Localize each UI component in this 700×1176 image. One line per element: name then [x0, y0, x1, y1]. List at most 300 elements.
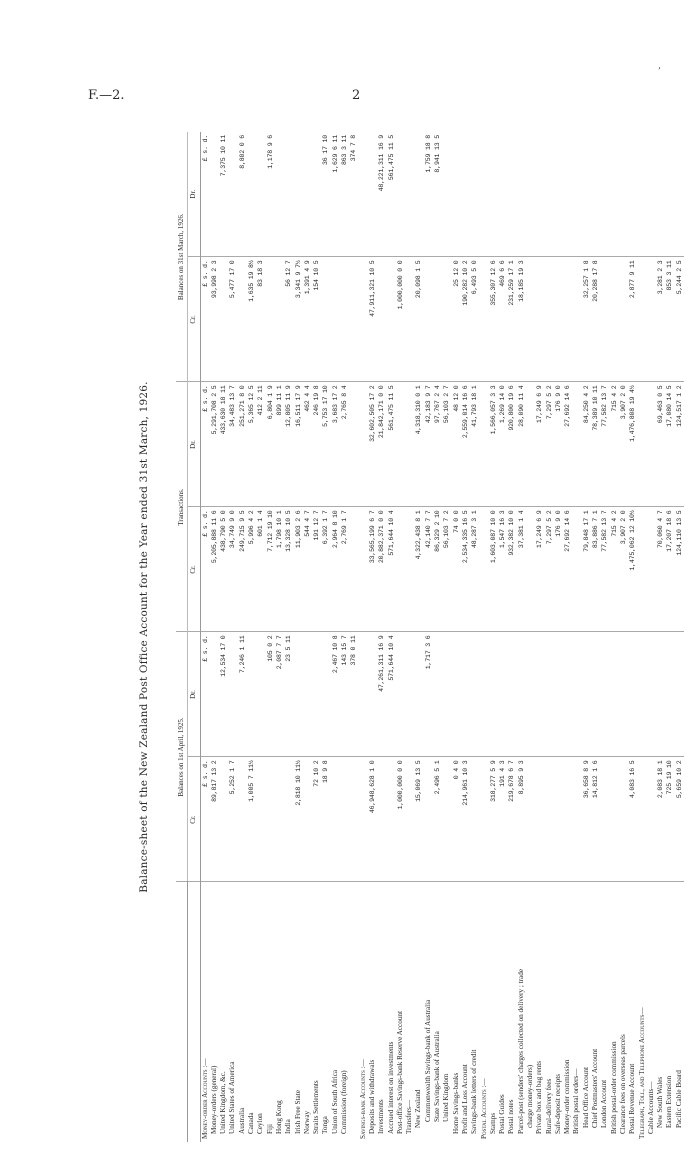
amount-cell: [349, 382, 358, 507]
amount-cell: 544 4 7: [303, 507, 312, 632]
amount-cell: [554, 132, 563, 257]
amount-cell: [638, 757, 647, 882]
amount-cell: [349, 757, 358, 882]
amount-cell: [526, 632, 535, 757]
amount-cell: [256, 632, 265, 757]
amount-cell: [600, 632, 609, 757]
amount-cell: [470, 132, 479, 257]
table-row: [340, 132, 349, 1142]
amount-cell: [470, 757, 479, 882]
amount-cell: [452, 132, 461, 257]
row-label: Ceylon: [256, 1113, 265, 1134]
amount-cell: [312, 632, 321, 757]
amount-cell: 318,277 5 9: [489, 757, 498, 882]
amount-cell: 18,185 19 3: [517, 257, 526, 382]
amount-cell: [359, 382, 368, 507]
amount-cell: [572, 757, 581, 882]
amount-cell: 561,475 11 5: [387, 382, 396, 507]
amount-cell: 97,767 2 4: [433, 382, 442, 507]
amount-cell: [545, 757, 554, 882]
table-row: [405, 132, 414, 1142]
amount-cell: [628, 132, 637, 257]
amount-cell: [600, 132, 609, 257]
amount-cell: [526, 132, 535, 257]
amount-cell: 20,882,371 0 0: [377, 507, 386, 632]
amount-cell: [303, 757, 312, 882]
opening-dr-header: Dr.: [188, 632, 200, 757]
amount-cell: 378 0 11: [349, 632, 358, 757]
row-label: Eastern Extension: [665, 1075, 674, 1128]
amount-cell: [526, 507, 535, 632]
amount-cell: [294, 632, 303, 757]
row-label: Rural-delivery fees: [544, 1078, 553, 1134]
amount-cell: [675, 132, 684, 257]
amount-cell: [368, 132, 377, 257]
row-label: Irish Free State: [293, 1090, 302, 1134]
table-row: [228, 132, 237, 1142]
amount-cell: 84,250 4 2: [582, 382, 591, 507]
table-row: [535, 132, 544, 1142]
amount-cell: [647, 757, 656, 882]
amount-cell: 27,692 14 6: [563, 382, 572, 507]
amount-cell: 190,282 10 2: [461, 257, 470, 382]
table-row: [284, 132, 293, 1142]
table-row: [489, 132, 498, 1142]
row-label: Postal Accounts :—: [479, 1078, 488, 1139]
table-row: [359, 132, 368, 1142]
amount-cell: 27,692 14 6: [563, 507, 572, 632]
amount-cell: 70,060 4 7: [656, 507, 665, 632]
amount-cell: 16,511 17 9: [294, 382, 303, 507]
amount-cell: 143 15 7: [340, 632, 349, 757]
amount-cell: [442, 257, 451, 382]
amount-cell: 601 1 4: [256, 507, 265, 632]
table-row: [331, 132, 340, 1142]
table-body: [200, 132, 684, 1142]
amount-cell: 899 11 1: [275, 382, 284, 507]
amount-cell: 0 4 0: [452, 757, 461, 882]
amount-cell: [572, 632, 581, 757]
row-label: Accrued interest on investments: [386, 1041, 395, 1134]
amount-cell: 561,475 11 5: [387, 132, 396, 257]
amount-cell: [368, 632, 377, 757]
amount-cell: [321, 632, 330, 757]
amount-cell: [480, 132, 489, 257]
table-row: [442, 132, 451, 1142]
amount-cell: [303, 632, 312, 757]
amount-cell: [461, 132, 470, 257]
table-row: [563, 132, 572, 1142]
row-label: Money-orders (general): [209, 1065, 218, 1134]
table-row: [275, 132, 284, 1142]
amount-cell: 36,658 8 9: [582, 757, 591, 882]
amount-cell: [228, 132, 237, 257]
amount-cell: 251,271 8 0: [238, 382, 247, 507]
amount-cell: 715 4 2: [610, 382, 619, 507]
amount-cell: 2,534,335 16 5: [461, 507, 470, 632]
amount-cell: 3,683 17 2: [331, 382, 340, 507]
amount-cell: 28,090 11 4: [517, 382, 526, 507]
amount-cell: [275, 757, 284, 882]
table-row: [638, 132, 647, 1142]
amount-cell: [619, 132, 628, 257]
amount-cell: [665, 132, 674, 257]
amount-cell: 6,392 1 7: [321, 507, 330, 632]
amount-cell: 1,798 10 1: [275, 507, 284, 632]
amount-cell: 7,375 10 11: [219, 132, 228, 257]
row-label: Straits Settlements: [312, 1080, 321, 1134]
amount-cell: [387, 757, 396, 882]
row-label: Deposits and withdrawals: [367, 1059, 376, 1134]
row-label: Profit and Loss Account: [460, 1064, 469, 1134]
label-subheader: [188, 882, 200, 1142]
table-row: [387, 132, 396, 1142]
amount-cell: 462 4 4: [303, 382, 312, 507]
amount-cell: [396, 382, 405, 507]
amount-cell: 249,715 9 5: [238, 507, 247, 632]
amount-cell: [647, 507, 656, 632]
amount-cell: [489, 132, 498, 257]
amount-cell: 89,817 13 2: [210, 757, 219, 882]
amount-cell: [554, 757, 563, 882]
table-row: [675, 132, 684, 1142]
amount-cell: 34,749 9 0: [228, 507, 237, 632]
amount-cell: 1,178 9 6: [266, 132, 275, 257]
amount-cell: [247, 132, 256, 257]
amount-cell: 920,800 19 6: [507, 382, 516, 507]
amount-cell: £ s. d.: [200, 632, 210, 757]
amount-cell: 2,818 10 11½: [294, 757, 303, 882]
closing-balances-header: Balances on 31st March, 1926.: [176, 132, 188, 382]
amount-cell: 1,000,000 0 0: [396, 257, 405, 382]
amount-cell: 191 4 3: [498, 757, 507, 882]
amount-cell: 32,257 1 8: [582, 257, 591, 382]
amount-cell: £ s. d.: [200, 132, 210, 257]
amount-cell: [656, 132, 665, 257]
table-row: [591, 132, 600, 1142]
amount-cell: 17,249 6 9: [535, 382, 544, 507]
table-row: [266, 132, 275, 1142]
amount-cell: [480, 382, 489, 507]
amount-cell: [340, 757, 349, 882]
amount-cell: 15,069 13 5: [414, 757, 423, 882]
amount-cell: [284, 132, 293, 257]
amount-cell: [480, 757, 489, 882]
row-label: Home Savings-banks: [451, 1072, 460, 1134]
amount-cell: [331, 257, 340, 382]
table-row: [433, 132, 442, 1142]
amount-cell: 20,098 1 5: [414, 257, 423, 382]
amount-cell: 41,793 18 1: [470, 382, 479, 507]
amount-cell: [349, 257, 358, 382]
amount-cell: 5,252 1 7: [228, 757, 237, 882]
amount-cell: 5,477 17 0: [228, 257, 237, 382]
amount-cell: [563, 757, 572, 882]
amount-cell: [359, 257, 368, 382]
amount-cell: 17,080 14 5: [665, 382, 674, 507]
amount-cell: 93,998 2 3: [210, 257, 219, 382]
amount-cell: [498, 132, 507, 257]
row-label: United Kingdom: [442, 1073, 451, 1122]
amount-cell: [256, 757, 265, 882]
amount-cell: 3,341 9 7½: [294, 257, 303, 382]
amount-cell: 74 0 0: [452, 507, 461, 632]
amount-cell: 34,483 13 7: [228, 382, 237, 507]
amount-cell: [312, 132, 321, 257]
table-row: [452, 132, 461, 1142]
table-row: [461, 132, 470, 1142]
amount-cell: [433, 632, 442, 757]
amount-cell: [489, 632, 498, 757]
balance-table: [176, 132, 684, 1142]
amount-cell: 46,948,628 1 0: [368, 757, 377, 882]
row-label: Money-order Accounts :—: [200, 1058, 209, 1139]
amount-cell: [647, 632, 656, 757]
amount-cell: 1,547 16 3: [498, 507, 507, 632]
closing-cr-header: Cr.: [188, 257, 200, 382]
amount-cell: [517, 632, 526, 757]
amount-cell: 20,288 17 8: [591, 257, 600, 382]
amount-cell: 246 19 8: [312, 382, 321, 507]
amount-cell: 2,559,014 16 6: [461, 382, 470, 507]
amount-cell: 2,769 1 7: [340, 507, 349, 632]
amount-cell: 2,087 7 7: [275, 632, 284, 757]
amount-cell: 3,281 2 3: [656, 257, 665, 382]
row-label: Transfers—: [405, 1099, 414, 1134]
amount-cell: 932,382 10 0: [507, 507, 516, 632]
amount-cell: 47,261,311 16 9: [377, 632, 386, 757]
amount-cell: 5,996 4 2: [247, 507, 256, 632]
amount-cell: [405, 382, 414, 507]
row-label: charge money-orders): [525, 1064, 534, 1128]
row-label: Postal notes: [507, 1099, 516, 1134]
table-row: [498, 132, 507, 1142]
row-label: New Zealand: [414, 1089, 423, 1128]
amount-cell: 1,005 7 11½: [247, 757, 256, 882]
row-label: State Savings-bank of Australia: [433, 1031, 442, 1122]
amount-cell: [238, 757, 247, 882]
amount-cell: 176 9 0: [554, 382, 563, 507]
amount-cell: 219,678 6 7: [507, 757, 516, 882]
table-row: [470, 132, 479, 1142]
amount-cell: [359, 757, 368, 882]
amount-cell: [480, 257, 489, 382]
amount-cell: [591, 132, 600, 257]
amount-cell: [619, 757, 628, 882]
amount-cell: [619, 257, 628, 382]
amount-cell: [675, 632, 684, 757]
amount-cell: 231,259 17 1: [507, 257, 516, 382]
transactions-cr-header: Cr.: [188, 507, 200, 632]
row-label: India: [284, 1119, 293, 1134]
amount-cell: [572, 507, 581, 632]
amount-cell: 5,365 12 5: [247, 382, 256, 507]
amount-cell: 853 3 11: [665, 257, 674, 382]
table-row: [210, 132, 219, 1142]
amount-cell: 154 10 5: [312, 257, 321, 382]
amount-cell: 4,083 16 5: [628, 757, 637, 882]
row-label: British postal orders—: [572, 1068, 581, 1134]
amount-cell: [461, 632, 470, 757]
amount-cell: 124,110 13 5: [675, 507, 684, 632]
table-row: [507, 132, 516, 1142]
amount-cell: [638, 507, 647, 632]
amount-cell: 18 9 8: [321, 757, 330, 882]
amount-cell: 48 12 0: [452, 382, 461, 507]
amount-cell: 12,805 11 9: [284, 382, 293, 507]
row-label: Safe-deposit receipts: [553, 1073, 562, 1134]
amount-cell: 14,812 1 6: [591, 757, 600, 882]
amount-cell: [647, 257, 656, 382]
amount-cell: 47,911,321 10 5: [368, 257, 377, 382]
amount-cell: [396, 507, 405, 632]
margin-mark: ,: [658, 60, 662, 71]
amount-cell: 3,907 2 0: [619, 507, 628, 632]
amount-cell: [414, 632, 423, 757]
row-label: Clearance fees on overseas parcels: [618, 1034, 627, 1134]
table-row: [656, 132, 665, 1142]
amount-cell: [600, 257, 609, 382]
table-row: [414, 132, 423, 1142]
amount-cell: 8,941 13 5: [433, 132, 442, 257]
amount-cell: 5,291,708 2 5: [210, 382, 219, 507]
amount-cell: [610, 257, 619, 382]
amount-cell: [359, 632, 368, 757]
row-label: Savings-bank letters of credit: [470, 1049, 479, 1134]
page-code: F.—2.: [88, 88, 125, 103]
amount-cell: [377, 757, 386, 882]
amount-cell: [582, 632, 591, 757]
table-row: [619, 132, 628, 1142]
row-label: United Kingdom, &c.: [219, 1071, 228, 1134]
amount-cell: 1,717 3 6: [424, 632, 433, 757]
table-row: [238, 132, 247, 1142]
amount-cell: 33,565,199 6 7: [368, 507, 377, 632]
amount-cell: [545, 632, 554, 757]
amount-cell: [545, 257, 554, 382]
amount-cell: 715 4 2: [610, 507, 619, 632]
row-label: United States of America: [228, 1061, 237, 1134]
amount-cell: 2,467 10 8: [331, 632, 340, 757]
amount-cell: 37,381 1 4: [517, 507, 526, 632]
amount-cell: [275, 132, 284, 257]
row-label: Post-office Savings-bank Reserve Account: [395, 1010, 404, 1134]
amount-cell: 1,000,000 0 0: [396, 757, 405, 882]
amount-cell: [424, 257, 433, 382]
amount-cell: [498, 632, 507, 757]
table-row: [424, 132, 433, 1142]
table-row: [480, 132, 489, 1142]
amount-cell: 1,475,062 12 10½: [628, 507, 637, 632]
amount-cell: 6,493 5 0: [470, 257, 479, 382]
amount-cell: 48,287 3 1: [470, 507, 479, 632]
amount-cell: [359, 132, 368, 257]
amount-cell: 83,886 7 1: [591, 507, 600, 632]
amount-cell: 25 12 0: [452, 257, 461, 382]
amount-cell: [572, 382, 581, 507]
amount-cell: £ s. d.: [200, 507, 210, 632]
row-label: Savings-bank Accounts :—: [358, 1059, 367, 1139]
amount-cell: [321, 257, 330, 382]
amount-cell: [526, 757, 535, 882]
amount-cell: [452, 632, 461, 757]
row-label: London Account: [600, 1079, 609, 1128]
row-label: [349, 882, 358, 1142]
row-label: Commission (foreign): [340, 1070, 349, 1134]
amount-cell: [563, 132, 572, 257]
table-row: [572, 132, 581, 1142]
table-row: [256, 132, 265, 1142]
table-row: [545, 132, 554, 1142]
table-row: [665, 132, 674, 1142]
amount-cell: [563, 632, 572, 757]
table-row: [247, 132, 256, 1142]
row-label: New South Wales: [656, 1076, 665, 1128]
amount-cell: [247, 632, 256, 757]
amount-cell: [424, 757, 433, 882]
amount-cell: [414, 132, 423, 257]
amount-cell: 13,328 10 5: [284, 507, 293, 632]
amount-cell: [340, 257, 349, 382]
amount-cell: 56 12 7: [284, 257, 293, 382]
amount-cell: [284, 757, 293, 882]
amount-cell: [331, 757, 340, 882]
amount-cell: £ s. d.: [200, 382, 210, 507]
label-header: [176, 882, 188, 1142]
table-row: [647, 132, 656, 1142]
amount-cell: 355,307 12 6: [489, 257, 498, 382]
amount-cell: [405, 632, 414, 757]
amount-cell: 6,804 1 9: [266, 382, 275, 507]
table-row: [312, 132, 321, 1142]
amount-cell: [507, 132, 516, 257]
amount-cell: [507, 632, 516, 757]
amount-cell: 5,659 10 2: [675, 757, 684, 882]
table-row: [396, 132, 405, 1142]
amount-cell: 56,103 7 2: [442, 507, 451, 632]
amount-cell: [572, 132, 581, 257]
amount-cell: 4,322,438 8 1: [414, 507, 423, 632]
amount-cell: 124,517 1 2: [675, 382, 684, 507]
amount-cell: 2,083 18 1: [656, 757, 665, 882]
amount-cell: [554, 257, 563, 382]
amount-cell: [572, 257, 581, 382]
row-label: Australia: [237, 1107, 246, 1134]
amount-cell: 191 12 7: [312, 507, 321, 632]
amount-cell: [219, 757, 228, 882]
row-label: Tonga: [321, 1116, 330, 1134]
rotated-balance-sheet: [140, 132, 700, 1142]
amount-cell: [610, 632, 619, 757]
amount-cell: [480, 507, 489, 632]
amount-cell: 11,903 2 6: [294, 507, 303, 632]
table-row: [349, 132, 358, 1142]
amount-cell: 5,205,888 11 6: [210, 507, 219, 632]
amount-cell: 433,630 18 11: [219, 382, 228, 507]
amount-cell: 36 17 10: [321, 132, 330, 257]
amount-cell: [545, 132, 554, 257]
amount-cell: 7,712 19 10: [266, 507, 275, 632]
row-label: Postal Revenue Account: [628, 1063, 637, 1134]
amount-cell: £ s. d.: [200, 257, 210, 382]
row-label: Norway: [302, 1110, 311, 1134]
amount-cell: 4,318,310 0 1: [414, 382, 423, 507]
amount-cell: 17,249 6 9: [535, 507, 544, 632]
amount-cell: [442, 632, 451, 757]
table-row: [368, 132, 377, 1142]
amount-cell: 105 0 2: [266, 632, 275, 757]
amount-cell: 438,790 5 0: [219, 507, 228, 632]
